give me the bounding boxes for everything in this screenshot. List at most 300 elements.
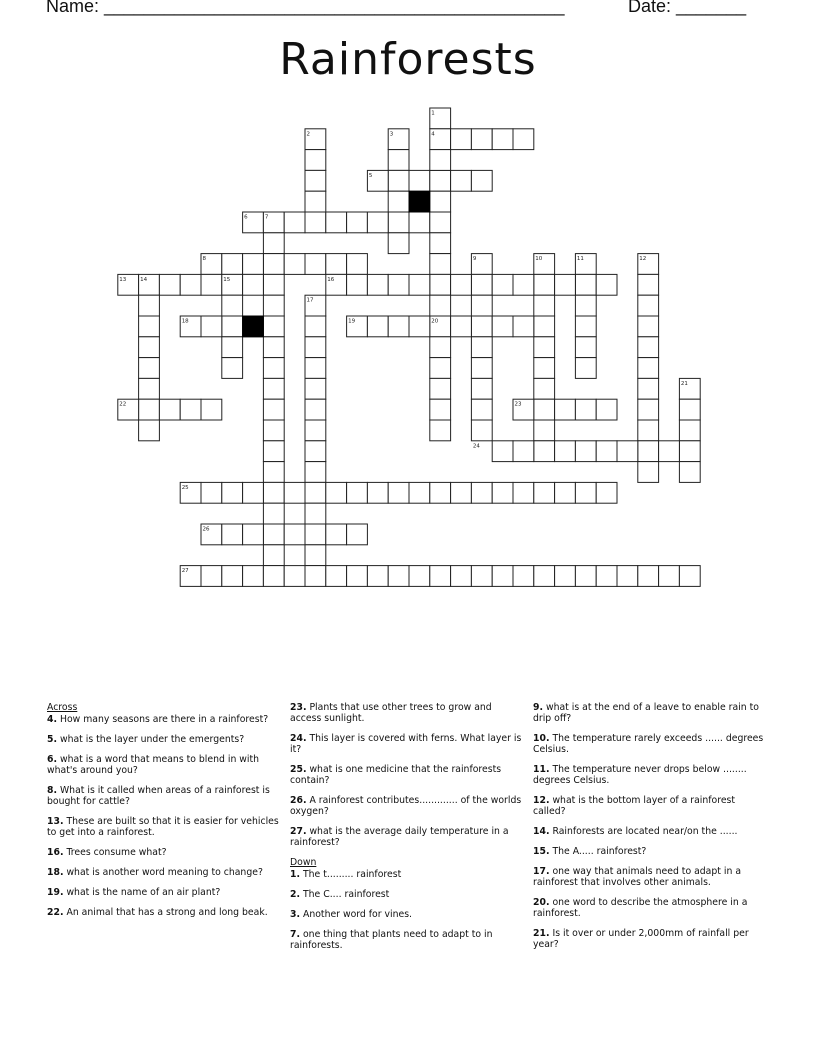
grid-cell[interactable]	[430, 482, 451, 503]
grid-cell[interactable]	[534, 482, 555, 503]
grid-cell[interactable]	[305, 150, 326, 171]
clue-item	[533, 702, 768, 724]
grid-cell[interactable]	[347, 566, 368, 587]
grid-cell[interactable]	[263, 233, 284, 254]
grid-cell[interactable]	[555, 399, 576, 420]
grid-cell[interactable]	[305, 254, 326, 275]
grid-cell[interactable]	[638, 295, 659, 316]
clue-number: 10.	[533, 733, 550, 744]
down-heading: Down	[290, 857, 317, 868]
clue-text: what is the average daily temperature in a rainforest?	[290, 826, 509, 848]
grid-cell[interactable]	[471, 337, 492, 358]
grid-cell[interactable]	[305, 191, 326, 212]
clue-text: This layer is covered with ferns. What layer is it?	[290, 733, 522, 755]
grid-cell[interactable]	[201, 566, 222, 587]
grid-cell[interactable]	[243, 274, 264, 295]
grid-cell[interactable]	[430, 150, 451, 171]
grid-cell[interactable]	[305, 524, 326, 545]
grid-cell[interactable]	[596, 482, 617, 503]
grid-cell[interactable]	[492, 129, 513, 150]
grid-cell[interactable]	[222, 295, 243, 316]
date-field[interactable]: Date: _______	[628, 0, 747, 16]
grid-cell[interactable]	[638, 274, 659, 295]
clue-number: 24.	[290, 733, 307, 744]
grid-cell[interactable]	[222, 524, 243, 545]
clue-item	[533, 764, 768, 786]
clue-number: 16.	[47, 847, 64, 858]
grid-cell[interactable]	[284, 212, 305, 233]
grid-cell[interactable]	[263, 566, 284, 587]
grid-cell[interactable]	[430, 274, 451, 295]
clue-text: what is the name of an air plant?	[66, 887, 221, 898]
clue-number-label: 6	[244, 214, 248, 221]
clue-number-label: 12	[639, 256, 647, 263]
grid-cell[interactable]	[139, 378, 160, 399]
grid-cell[interactable]	[471, 420, 492, 441]
grid-cell[interactable]	[409, 274, 430, 295]
grid-cell[interactable]	[388, 316, 409, 337]
grid-cell[interactable]	[430, 420, 451, 441]
grid-cell[interactable]	[513, 566, 534, 587]
grid-cell[interactable]	[284, 482, 305, 503]
clue-number-label: 4	[431, 131, 435, 138]
clue-number-label: 11	[576, 256, 584, 263]
grid-cell[interactable]	[201, 482, 222, 503]
grid-cell[interactable]	[305, 420, 326, 441]
grid-cell[interactable]	[263, 399, 284, 420]
grid-cell[interactable]	[305, 462, 326, 483]
grid-cell[interactable]	[638, 337, 659, 358]
grid-cell[interactable]	[367, 212, 388, 233]
grid-cell[interactable]	[284, 524, 305, 545]
clue-number-label: 5	[368, 172, 373, 179]
clue-text: Rainforests are located near/on the ......	[552, 826, 738, 837]
grid-cell[interactable]	[222, 316, 243, 337]
grid-cell[interactable]	[159, 274, 180, 295]
clue-number: 19.	[47, 887, 64, 898]
clue-number-label: 7	[264, 214, 269, 221]
grid-cell[interactable]	[222, 358, 243, 379]
grid-cell[interactable]	[471, 399, 492, 420]
clue-text: one way that animals need to adapt in a rainforest that involves other animals.	[533, 866, 742, 888]
grid-cell[interactable]	[534, 295, 555, 316]
clue-item	[47, 714, 282, 725]
clue-text: The C.... rainforest	[302, 889, 390, 900]
across-heading: Across	[47, 702, 78, 713]
grid-cell[interactable]	[430, 295, 451, 316]
grid-cell[interactable]	[430, 170, 451, 191]
grid-cell[interactable]	[513, 129, 534, 150]
grid-cell[interactable]	[638, 566, 659, 587]
clue-number: 25.	[290, 764, 307, 775]
grid-cell[interactable]	[139, 337, 160, 358]
grid-cell[interactable]	[638, 316, 659, 337]
grid-cell[interactable]	[222, 337, 243, 358]
grid-cell[interactable]	[409, 170, 430, 191]
clue-item	[533, 866, 768, 888]
clue-item	[290, 889, 525, 900]
clue-item	[533, 846, 768, 857]
grid-cell[interactable]	[263, 482, 284, 503]
grid-cell[interactable]	[263, 378, 284, 399]
clue-item	[47, 785, 282, 807]
clue-number-label: 22	[119, 401, 127, 408]
grid-cell[interactable]	[492, 441, 513, 462]
clue-number: 7.	[290, 929, 301, 940]
page-title: Rainforests	[279, 34, 537, 85]
clue-number-label: 2	[306, 131, 310, 138]
grid-cell[interactable]	[638, 378, 659, 399]
grid-cell[interactable]	[263, 420, 284, 441]
grid-cell[interactable]	[305, 482, 326, 503]
grid-cell[interactable]	[305, 399, 326, 420]
grid-cell[interactable]	[388, 170, 409, 191]
grid-cell[interactable]	[409, 212, 430, 233]
clue-number-label: 8	[202, 256, 206, 263]
clue-number: 27.	[290, 826, 307, 837]
clue-number-label: 17	[306, 297, 314, 304]
grid-cell[interactable]	[263, 524, 284, 545]
clue-item	[47, 867, 282, 878]
grid-cell[interactable]	[139, 316, 160, 337]
grid-cell[interactable]	[326, 524, 347, 545]
clue-text: These are built so that it is easier for vehicles to get into a rainforest.	[47, 816, 279, 838]
clue-number: 11.	[533, 764, 550, 775]
clue-number: 12.	[533, 795, 550, 806]
grid-cell[interactable]	[471, 378, 492, 399]
grid-cell[interactable]	[492, 566, 513, 587]
grid-cell[interactable]	[471, 482, 492, 503]
clue-text: what is the layer under the emergents?	[59, 734, 245, 745]
clue-number: 21.	[533, 928, 550, 939]
grid-cell[interactable]	[430, 566, 451, 587]
clue-item	[533, 795, 768, 817]
grid-cell[interactable]	[451, 482, 472, 503]
grid-cell[interactable]	[347, 482, 368, 503]
grid-cell[interactable]	[326, 254, 347, 275]
grid-cell[interactable]	[451, 274, 472, 295]
grid-cell[interactable]	[263, 295, 284, 316]
grid-cell[interactable]	[534, 337, 555, 358]
grid-cell[interactable]	[471, 316, 492, 337]
grid-cell[interactable]	[471, 274, 492, 295]
grid-cell[interactable]	[492, 482, 513, 503]
grid-cell[interactable]	[201, 274, 222, 295]
grid-cell[interactable]	[679, 566, 700, 587]
grid-cell[interactable]	[367, 316, 388, 337]
grid-cell[interactable]	[388, 191, 409, 212]
grid-cell[interactable]	[679, 441, 700, 462]
grid-cell[interactable]	[347, 524, 368, 545]
clue-text: What is it called when areas of a rainforest is bought for cattle?	[47, 785, 270, 807]
clue-text: Plants that use other trees to grow and access sunlight.	[290, 702, 492, 724]
grid-cell[interactable]	[326, 566, 347, 587]
clue-item	[47, 887, 282, 898]
grid-cell[interactable]	[347, 274, 368, 295]
clue-text: what is at the end of a leave to enable rain to drip off?	[533, 702, 759, 724]
grid-cell[interactable]	[222, 566, 243, 587]
clue-number: 17.	[533, 866, 550, 877]
grid-cell[interactable]	[575, 274, 596, 295]
clue-item	[47, 816, 282, 838]
grid-cell[interactable]	[263, 254, 284, 275]
grid-cell[interactable]	[243, 524, 264, 545]
grid-cell[interactable]	[451, 170, 472, 191]
grid-cell[interactable]	[263, 462, 284, 483]
clue-item	[47, 907, 282, 918]
clue-number: 22.	[47, 907, 64, 918]
clue-number: 26.	[290, 795, 307, 806]
grid-cell[interactable]	[513, 441, 534, 462]
grid-cell[interactable]	[305, 545, 326, 566]
grid-cell[interactable]	[263, 337, 284, 358]
grid-cell[interactable]	[679, 462, 700, 483]
clue-number: 8.	[47, 785, 58, 796]
clue-number-label: 19	[348, 318, 356, 325]
grid-cell[interactable]	[659, 566, 680, 587]
grid-cell[interactable]	[430, 378, 451, 399]
grid-cell[interactable]	[638, 399, 659, 420]
grid-cell[interactable]	[575, 482, 596, 503]
grid-cell[interactable]	[513, 482, 534, 503]
grid-cell[interactable]	[430, 191, 451, 212]
clue-number-label: 26	[202, 526, 210, 533]
grid-cell[interactable]	[243, 254, 264, 275]
clue-number-label: 15	[223, 276, 231, 283]
grid-cell[interactable]	[243, 566, 264, 587]
grid-cell[interactable]	[326, 482, 347, 503]
black-cell	[243, 316, 264, 337]
clues-column-3	[533, 702, 768, 959]
grid-cell[interactable]	[534, 420, 555, 441]
grid-cell[interactable]	[409, 566, 430, 587]
clue-number-label: 18	[181, 318, 189, 325]
clue-text: Trees consume what?	[66, 847, 167, 858]
clue-number: 13.	[47, 816, 64, 827]
clue-number-label: 13	[119, 276, 127, 283]
grid-cell[interactable]	[263, 316, 284, 337]
grid-cell[interactable]	[513, 274, 534, 295]
grid-cell[interactable]	[617, 441, 638, 462]
clue-number-label: 21	[680, 380, 688, 387]
grid-cell[interactable]	[263, 503, 284, 524]
grid-cell[interactable]	[534, 378, 555, 399]
grid-cell[interactable]	[347, 254, 368, 275]
clue-item	[290, 869, 525, 880]
grid-cell[interactable]	[388, 150, 409, 171]
grid-cell[interactable]	[409, 316, 430, 337]
grid-cell[interactable]	[305, 441, 326, 462]
grid-cell[interactable]	[596, 566, 617, 587]
clue-number-label: 20	[431, 318, 439, 325]
clue-item	[290, 733, 525, 755]
clue-number: 18.	[47, 867, 64, 878]
grid-cell[interactable]	[575, 295, 596, 316]
grid-cell[interactable]	[575, 399, 596, 420]
grid-cell[interactable]	[534, 274, 555, 295]
grid-cell[interactable]	[139, 358, 160, 379]
clue-item	[533, 826, 768, 837]
name-field[interactable]: Name: ______________________________________________	[46, 0, 565, 16]
clue-number: 6.	[47, 754, 58, 765]
grid-cell[interactable]	[451, 129, 472, 150]
grid-cell[interactable]	[263, 545, 284, 566]
grid-cell[interactable]	[180, 274, 201, 295]
grid-cell[interactable]	[638, 441, 659, 462]
grid-cell[interactable]	[575, 566, 596, 587]
grid-cell[interactable]	[367, 274, 388, 295]
grid-cell[interactable]	[534, 358, 555, 379]
clue-item	[533, 733, 768, 755]
grid-cell[interactable]	[575, 441, 596, 462]
grid-cell[interactable]	[305, 170, 326, 191]
clue-number-label: 9	[472, 256, 477, 263]
grid-cell[interactable]	[430, 337, 451, 358]
grid-cell[interactable]	[388, 566, 409, 587]
grid-cell[interactable]	[430, 358, 451, 379]
grid-cell[interactable]	[347, 212, 368, 233]
grid-cell[interactable]	[638, 420, 659, 441]
grid-cell[interactable]	[575, 358, 596, 379]
clue-number: 1.	[290, 869, 301, 880]
grid-cell[interactable]	[263, 441, 284, 462]
clue-number-label: 25	[181, 484, 189, 491]
black-cell	[409, 191, 430, 212]
clue-number: 14.	[533, 826, 550, 837]
grid-cell[interactable]	[492, 274, 513, 295]
grid-cell[interactable]	[575, 316, 596, 337]
clue-number: 20.	[533, 897, 550, 908]
grid-cell[interactable]	[492, 316, 513, 337]
grid-cell[interactable]	[638, 358, 659, 379]
clue-text: one word to describe the atmosphere in a rainforest.	[533, 897, 748, 919]
grid-cell[interactable]	[596, 441, 617, 462]
grid-cell[interactable]	[430, 399, 451, 420]
grid-cell[interactable]	[555, 441, 576, 462]
clue-item	[533, 928, 768, 950]
grid-cell[interactable]	[305, 566, 326, 587]
grid-cell[interactable]	[305, 316, 326, 337]
clue-item	[290, 909, 525, 920]
grid-cell[interactable]	[388, 482, 409, 503]
grid-cell[interactable]	[201, 399, 222, 420]
grid-cell[interactable]	[388, 212, 409, 233]
grid-cell[interactable]	[471, 129, 492, 150]
grid-cell[interactable]	[388, 274, 409, 295]
grid-cell[interactable]	[534, 441, 555, 462]
grid-cell[interactable]	[555, 566, 576, 587]
clue-text: The temperature never drops below ........ degrees Celsius.	[533, 764, 747, 786]
grid-cell[interactable]	[305, 337, 326, 358]
clue-number: 2.	[290, 889, 301, 900]
clue-number-label: 27	[181, 568, 189, 575]
grid-cell[interactable]	[679, 399, 700, 420]
clue-item	[290, 702, 525, 724]
grid-cell[interactable]	[617, 566, 638, 587]
grid-cell[interactable]	[534, 566, 555, 587]
grid-cell[interactable]	[471, 295, 492, 316]
grid-cell[interactable]	[305, 212, 326, 233]
clue-item	[47, 734, 282, 745]
grid-cell[interactable]	[326, 212, 347, 233]
clue-text: An animal that has a strong and long beak.	[66, 907, 268, 918]
grid-cell[interactable]	[555, 274, 576, 295]
grid-cell[interactable]	[305, 358, 326, 379]
grid-cell[interactable]	[596, 399, 617, 420]
grid-cell[interactable]	[388, 233, 409, 254]
grid-cell[interactable]	[201, 316, 222, 337]
grid-cell[interactable]	[139, 295, 160, 316]
grid-cell[interactable]	[139, 399, 160, 420]
grid-cell[interactable]	[659, 441, 680, 462]
grid-cell[interactable]	[555, 482, 576, 503]
clues-column-2	[290, 702, 525, 960]
grid-cell[interactable]	[596, 274, 617, 295]
clue-number-label: 14	[140, 276, 148, 283]
grid-cell[interactable]	[305, 378, 326, 399]
grid-cell[interactable]	[284, 254, 305, 275]
grid-cell[interactable]	[430, 233, 451, 254]
clue-number: 5.	[47, 734, 58, 745]
clue-number: 9.	[533, 702, 544, 713]
clue-number: 4.	[47, 714, 58, 725]
clue-number-label: 16	[327, 276, 335, 283]
grid-cell[interactable]	[534, 316, 555, 337]
clue-text: A rainforest contributes............. of the worlds oxygen?	[290, 795, 522, 817]
clue-item	[47, 847, 282, 858]
clue-text: Is it over or under 2,000mm of rainfall per year?	[533, 928, 749, 950]
clue-text: The temperature rarely exceeds ...... degrees Celsius.	[533, 733, 764, 755]
grid-cell[interactable]	[222, 482, 243, 503]
clue-number: 15.	[533, 846, 550, 857]
grid-cell[interactable]	[159, 399, 180, 420]
grid-cell[interactable]	[471, 566, 492, 587]
grid-cell[interactable]	[263, 274, 284, 295]
clues-column-1	[47, 702, 282, 927]
grid-cell[interactable]	[534, 399, 555, 420]
grid-cell[interactable]	[243, 482, 264, 503]
grid-cell[interactable]	[575, 337, 596, 358]
clue-number: 23.	[290, 702, 307, 713]
grid-cell[interactable]	[409, 482, 430, 503]
grid-cell[interactable]	[471, 358, 492, 379]
grid-cell[interactable]	[263, 358, 284, 379]
grid-cell[interactable]	[430, 212, 451, 233]
clue-item	[290, 795, 525, 817]
grid-cell[interactable]	[367, 482, 388, 503]
grid-cell[interactable]	[430, 254, 451, 275]
clue-text: one thing that plants need to adapt to in rainforests.	[290, 929, 493, 951]
clue-item	[47, 754, 282, 776]
grid-cell[interactable]	[284, 566, 305, 587]
grid-cell[interactable]	[180, 399, 201, 420]
grid-cell[interactable]	[471, 170, 492, 191]
clue-number-label: 10	[535, 256, 543, 263]
grid-cell[interactable]	[139, 420, 160, 441]
grid-cell[interactable]	[305, 503, 326, 524]
grid-cell[interactable]	[451, 316, 472, 337]
grid-cell[interactable]	[638, 462, 659, 483]
grid-cell[interactable]	[367, 566, 388, 587]
clue-text: what is another word meaning to change?	[66, 867, 263, 878]
grid-cell[interactable]	[679, 420, 700, 441]
grid-cell[interactable]	[513, 316, 534, 337]
clue-text: How many seasons are there in a rainforest?	[59, 714, 269, 725]
clue-item	[290, 929, 525, 951]
clue-text: The A..... rainforest?	[552, 846, 647, 857]
grid-cell[interactable]	[222, 254, 243, 275]
grid-cell[interactable]	[451, 566, 472, 587]
